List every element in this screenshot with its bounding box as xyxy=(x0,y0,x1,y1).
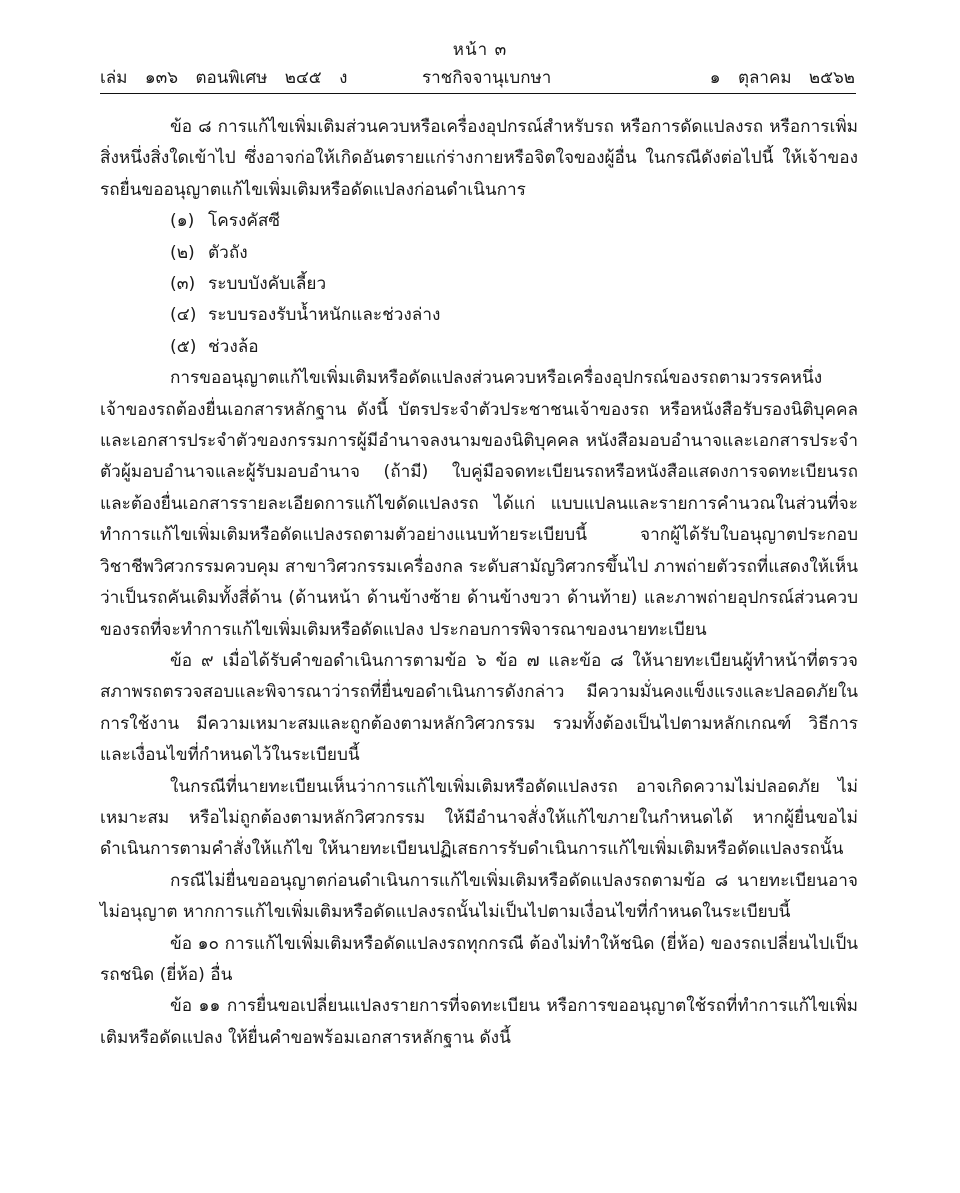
list-item xyxy=(100,332,858,363)
list-text: ช่วงล้อ xyxy=(208,336,259,357)
publication-date: ๑ ตุลาคม ๒๕๖๒ xyxy=(709,68,855,88)
list-text: ตัวถัง xyxy=(208,242,248,263)
section-11-paragraph: ข้อ ๑๑ การยื่นขอเปลี่ยนแปลงรายการที่จดทะเบียน หรือการขออนุญาตใช้รถที่ทำการแก้ไขเพิ่มเติมหรือดัดแปลง ให้ยื่นคำขอพร้อมเอกสารหลักฐาน ดังนี้ xyxy=(100,996,858,1048)
volume-issue: เล่ม ๑๓๖ ตอนพิเศษ ๒๔๕ ง xyxy=(100,68,348,88)
list-item xyxy=(100,206,858,237)
section-9-correction-paragraph: ในกรณีที่นายทะเบียนเห็นว่าการแก้ไขเพิ่มเติมหรือดัดแปลงรถ อาจเกิดความไม่ปลอดภัย ไม่เหมาะสม หรือไม่ถูกต้องตามหลักวิศวกรรม ให้มีอำนาจสั่งให้แก้ไขภายในกำหนดได้ หากผู้ยื่นขอไม่ดำเนินการตามคำสั่งให้แก้ไข ให้นายทะเบียนปฏิเสธการรับดำเนินการแก้ไขเพิ่มเติมหรือดัดแปลงรถนั้น xyxy=(100,776,858,860)
section-9-paragraph: ข้อ ๙ เมื่อได้รับคำขอดำเนินการตามข้อ ๖ ข้อ ๗ และข้อ ๘ ให้นายทะเบียนผู้ทำหน้าที่ตรวจสภาพรถตรวจสอบและพิจารณาว่ารถที่ยื่นขอดำเนินการดังกล่าว มีความมั่นคงแข็งแรงและปลอดภัยในการใช้งาน มีความเหมาะสมและถูกต้องตามหลักวิศวกรรม รวมทั้งต้องเป็นไปตามหลักเกณฑ์ วิธีการ และเงื่อนไขที่กำหนดไว้ในระเบียบนี้ xyxy=(100,650,858,766)
list-number: (๑) xyxy=(170,211,195,232)
list-text: ระบบบังคับเลี้ยว xyxy=(208,274,327,295)
gazette-title: ราชกิจจานุเบกษา xyxy=(422,68,552,88)
list-text: โครงคัสซี xyxy=(208,211,281,232)
list-number: (๓) xyxy=(170,274,196,295)
gazette-header xyxy=(100,60,855,90)
list-text: ระบบรองรับน้ำหนักและช่วงล่าง xyxy=(208,305,441,326)
document-body xyxy=(100,112,858,1054)
section-9-no-permit-paragraph: กรณีไม่ยื่นขออนุญาตก่อนดำเนินการแก้ไขเพิ่มเติมหรือดัดแปลงรถตามข้อ ๘ นายทะเบียนอาจไม่อนุญาต หากการแก้ไขเพิ่มเติมหรือดัดแปลงรถนั้นไม่เป็นไปตามเงื่อนไขที่กำหนดในระเบียบนี้ xyxy=(100,870,858,923)
list-number: (๒) xyxy=(170,242,195,263)
section-8-documents-paragraph: การขออนุญาตแก้ไขเพิ่มเติมหรือดัดแปลงส่วนควบหรือเครื่องอุปกรณ์ของรถตามวรรคหนึ่ง เจ้าของรถต้องยื่นเอกสารหลักฐาน ดังนี้ บัตรประจำตัวประชาชนเจ้าของรถ หรือหนังสือรับรองนิติบุคคลและเอกสารประจำตัวของกรรมการผู้มีอำนาจลงนามของนิติบุคคล หนังสือมอบอำนาจและเอกสารประจำตัวผู้มอบอำนาจและผู้รับมอบอำนาจ (ถ้ามี) ใบคู่มือจดทะเบียนรถหรือหนังสือแสดงการจดทะเบียนรถ และต้องยื่นเอกสารรายละเอียดการแก้ไขดัดแปลงรถ ได้แก่ แบบแปลนและรายการคำนวณในส่วนที่จะทำการแก้ไขเพิ่มเติมหรือดัดแปลงรถตามตัวอย่างแนบท้ายระเบียบนี้ จากผู้ได้รับใบอนุญาตประกอบวิชาชีพวิศวกรรมควบคุม สาขาวิศวกรรมเครื่องกล ระดับสามัญวิศวกรขึ้นไป ภาพถ่ายตัวรถที่แสดงให้เห็นว่าเป็นรถคันเดิมทั้งสี่ด้าน (ด้านหน้า ด้านข้างซ้าย ด้านข้างขวา ด้านท้าย) และภาพถ่ายอุปกรณ์ส่วนควบของรถที่จะทำการแก้ไขเพิ่มเติมหรือดัดแปลง ประกอบการพิจารณาของนายทะเบียน xyxy=(100,368,858,640)
section-8-paragraph: ข้อ ๘ การแก้ไขเพิ่มเติมส่วนควบหรือเครื่องอุปกรณ์สำหรับรถ หรือการดัดแปลงรถ หรือการเพิ่มสิ่งหนึ่งสิ่งใดเข้าไป ซึ่งอาจก่อให้เกิดอันตรายแก่ร่างกายหรือจิตใจของผู้อื่น ในกรณีดังต่อไปนี้ ให้เจ้าของรถยื่นขออนุญาตแก้ไขเพิ่มเติมหรือดัดแปลงก่อนดำเนินการ xyxy=(100,117,858,200)
section-10-paragraph: ข้อ ๑๐ การแก้ไขเพิ่มเติมหรือดัดแปลงรถทุกกรณี ต้องไม่ทำให้ชนิด (ยี่ห้อ) ของรถเปลี่ยนไปเป็นรถชนิด (ยี่ห้อ) อื่น xyxy=(100,933,858,985)
list-number: (๕) xyxy=(170,336,197,357)
header-divider xyxy=(100,93,856,94)
list-item xyxy=(100,300,858,331)
list-item xyxy=(100,269,858,300)
list-item xyxy=(100,238,858,269)
list-number: (๔) xyxy=(170,305,197,326)
page-number: หน้า ๓ xyxy=(452,40,508,60)
